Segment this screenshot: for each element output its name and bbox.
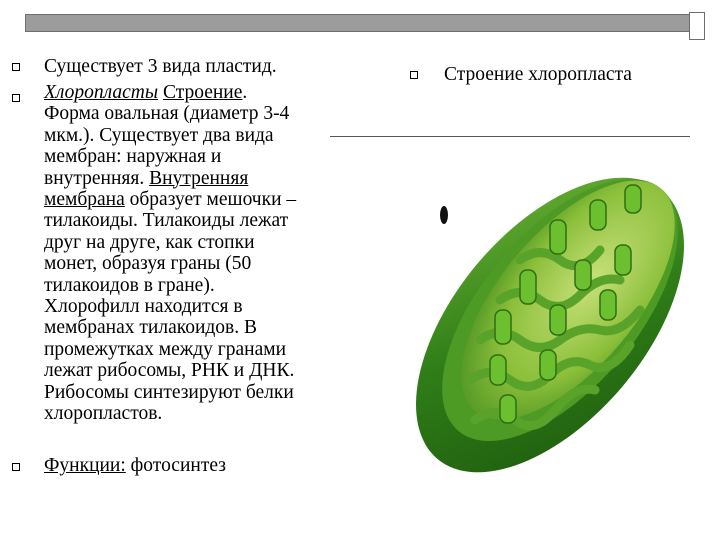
granum <box>590 200 606 230</box>
heading-structure: Строение <box>162 82 243 103</box>
granum <box>625 185 641 213</box>
text-line: мембранах тилакоидов. В <box>44 317 258 339</box>
chloroplast-illustration <box>400 110 700 490</box>
granum <box>615 245 631 275</box>
text-line: тилакоиды. Тилакоиды лежат <box>44 210 289 232</box>
text-line: друг на друге, как стопки <box>44 231 255 253</box>
bullet-icon <box>410 71 418 79</box>
text-line: Форма овальная (диаметр 3-4 <box>44 103 290 125</box>
bullet-icon <box>12 63 20 71</box>
slide-corner-box <box>689 12 705 40</box>
link-inner-membrane: Внутренняя <box>149 167 249 189</box>
bullet-icon <box>12 94 20 102</box>
text-line: Хлорофилл находится в <box>44 296 243 318</box>
granum <box>500 395 516 423</box>
heading-functions: Функции: <box>44 455 126 476</box>
bullet-icon <box>12 463 20 471</box>
granum <box>550 305 566 335</box>
slide-top-bar <box>25 14 690 32</box>
text-line: промежутках между гранами <box>44 338 287 360</box>
heading-suffix: . <box>242 82 248 103</box>
item-plastid-types: Существует 3 вида пластид. <box>44 56 277 77</box>
link-membrane: мембрана <box>44 189 125 211</box>
granum <box>600 290 616 320</box>
text-line: хлоропластов. <box>44 403 163 425</box>
functions-text: фотосинтез <box>125 455 226 476</box>
text-line: мкм.). Существует два вида <box>44 124 274 146</box>
text-line: Рибосомы синтезируют белки <box>44 381 294 403</box>
text-line: образует мешочки – <box>124 189 297 211</box>
granum <box>495 310 511 344</box>
text-line: монет, образуя граны (50 <box>44 253 252 275</box>
image-caption: Строение хлоропласта <box>444 64 632 85</box>
item-functions <box>44 455 226 476</box>
term-chloroplasts: Хлоропласты <box>44 82 159 103</box>
text-line: лежат рибосомы, РНК и ДНК. <box>44 360 295 382</box>
granum <box>550 220 566 254</box>
text-line: мембран: наружная и <box>44 146 222 168</box>
text-line: внутренняя. <box>44 167 150 189</box>
speck-mark <box>440 206 448 224</box>
granum <box>520 270 536 304</box>
granum <box>540 350 556 380</box>
text-line: тилакоидов в гране). <box>44 274 215 296</box>
item-chloroplast-structure <box>44 82 374 425</box>
granum <box>490 355 506 385</box>
granum <box>575 260 591 290</box>
